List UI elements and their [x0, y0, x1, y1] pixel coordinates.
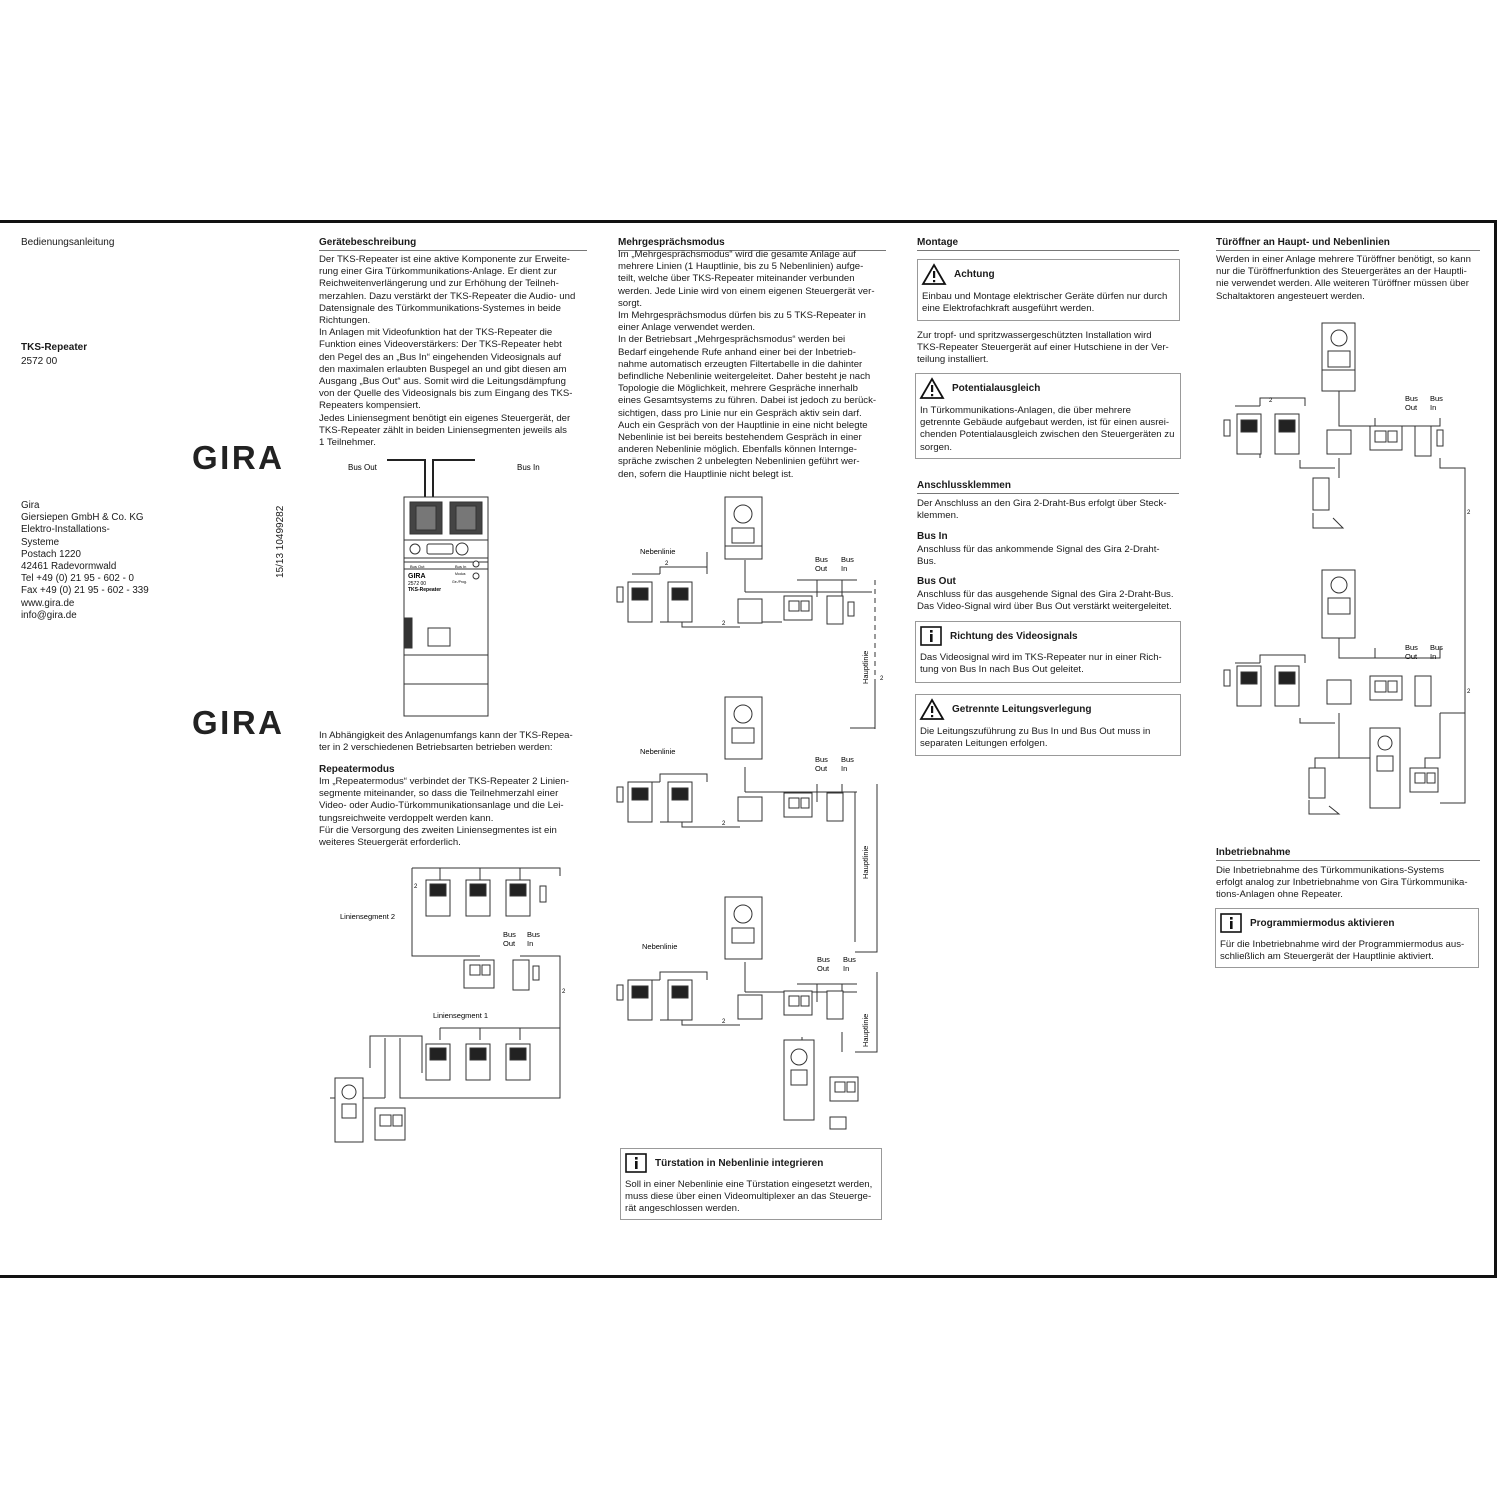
wire-count: 2: [722, 1019, 726, 1025]
bus-out-text: Anschluss für das ausgehende Signal des Gira 2-Draht-Bus. Das Video-Signal wird über Bus Out verstärkt weitergeleitet.: [917, 589, 1174, 613]
wire-count: 2: [562, 989, 566, 995]
warning-box-potentialausgleich: Potentialausgleich In Türkommunikations-Anlagen, die über mehrere getrennte Gebäude aufgebaut werden, ist für einen ausrei- chenden Potentialausgleich zwischen den Steuergeräten zu sorgen.: [915, 373, 1181, 459]
product-name: TKS-Repeater: [21, 342, 88, 353]
wire-count: 2: [722, 821, 726, 827]
liniensegment-2-label: Liniensegment 2: [340, 912, 396, 921]
face-bus-in-label: Bus In: [455, 564, 467, 569]
gira-logo-top: GIRA: [192, 439, 285, 476]
door-opener-diagram: [1215, 318, 1485, 828]
bus-in-cable-label: Bus In: [517, 463, 540, 472]
heading-repeatermodus: Repeatermodus: [319, 764, 395, 775]
bus-out-label: Bus Out: [1405, 394, 1418, 412]
heading-montage: Montage: [917, 237, 1179, 251]
product-number: 2572 00: [21, 356, 58, 367]
warning-icon: [922, 264, 946, 285]
warning-title: Getrennte Leitungsverlegung: [952, 704, 1092, 715]
repeater-mode-text: Im „Repeatermodus“ verbindet der TKS-Repeater 2 Linien- segmente miteinander, so dass die Teilnehmerzahl einer Video- oder Audio-Türkommunikationsanlage und die Lei- tungsreichweite verdoppelt werden kann. Für die Versorgung des zweiten Liniensegmentes ist ein weiteres Steuergerät erforderlich.: [319, 776, 569, 849]
face-prog-label: Ge./Prog.: [452, 580, 467, 584]
info-icon: [920, 626, 942, 646]
info-icon: [625, 1153, 647, 1173]
warning-title: Achtung: [954, 269, 995, 280]
hauptlinie-label: Hauptlinie: [861, 845, 870, 879]
wire-count: 2: [1467, 510, 1471, 516]
info-title: Richtung des Videosignals: [950, 630, 1078, 642]
commissioning-text: Die Inbetriebnahme des Türkommunikations-Systems erfolgt analog zur Inbetriebnahme von Gira Türkommunika- tions-Anlagen ohne Repeater.: [1216, 865, 1468, 901]
bus-in-label: Bus In: [1430, 643, 1443, 661]
warning-box-leitungsverlegung: Getrennte Leitungsverlegung Die Leitungszuführung zu Bus In und Bus Out muss in separaten Leitungen erfolgen.: [915, 694, 1181, 756]
repeater-mode-diagram: [330, 868, 580, 1150]
wire-count: 2: [1269, 398, 1273, 404]
heading-mehrgespraechsmodus: Mehrgesprächsmodus: [618, 237, 886, 251]
face-modus-label: Modus: [455, 572, 466, 576]
info-box-videosignal: Richtung des Videosignals Das Videosignal wird im TKS-Repeater nur in einer Rich- tung von Bus In nach Bus Out geleitet.: [915, 621, 1181, 683]
device-description: Der TKS-Repeater ist eine aktive Komponente zur Erweite- rung einer Gira Türkommunikations-Anlage. Er dient zur Reichweitenverlängerung und zur Erhöhung der Teilneh- merzahlen. Dazu verstärkt der TKS-Repeater die Audio- und Datensignale des Türkommunikations-Systemes in beide Richtungen. In Anlagen mit Videofunktion hat der TKS-Repeater die Funktion eines Videoverstärkers: Der TKS-Repeater hebt den Pegel des an „Bus In“ eingehenden Videosignals auf den maximalen erlaubten Buspegel an und gibt diesen am Ausgang „Bus Out“ aus. Somit wird die Leitungsdämpfung von der Quelle des Videosignals bis zum Eingang des TKS- Repeaters kompensiert. Jedes Liniensegment benötigt ein eigenes Steuergerät, der TKS-Repeater zählt in beiden Liniensegmenten jeweils als 1 Teilnehmer.: [319, 254, 576, 449]
tks-repeater-device-illustration: [330, 452, 540, 720]
manufacturer-address: Gira Giersiepen GmbH & Co. KG Elektro-Installations- Systeme Postach 1220 42461 Radevormwald Tel +49 (0) 21 95 - 602 - 0 Fax +49 (0) 21 95 - 602 - 339 www.gira.de info@gira.de: [21, 500, 149, 621]
bus-in-label: Bus In: [843, 955, 856, 973]
face-bus-out-label: Bus Out: [410, 564, 425, 569]
bus-in-label: Bus In: [841, 755, 854, 773]
info-box-title: Türstation in Nebenlinie integrieren: [655, 1157, 824, 1169]
bus-out-cable-label: Bus Out: [348, 463, 377, 472]
bus-out-label: Bus Out: [1405, 643, 1418, 661]
warning-title: Potentialausgleich: [952, 383, 1041, 394]
bus-out-label: Bus Out: [815, 555, 828, 573]
nebenlinie-label: Nebenlinie: [640, 747, 676, 756]
hauptlinie-label: Hauptlinie: [861, 650, 870, 684]
heading-bus-out: Bus Out: [917, 576, 956, 587]
mounting-text: Zur tropf- und spritzwassergeschützten Installation wird TKS-Repeater Steuergerät auf einer Hutschiene in der Ver- teilung installiert.: [917, 330, 1169, 366]
face-name-label: TKS-Repeater: [408, 587, 442, 593]
segment-bus-out-label: Bus Out: [503, 930, 516, 948]
bus-in-label: Bus In: [1430, 394, 1443, 412]
operating-modes-intro: In Abhängigkeit des Anlagenumfangs kann der TKS-Repea- ter in 2 verschiedenen Betriebsarten betrieben werden:: [319, 730, 573, 754]
bus-in-label: Bus In: [841, 555, 854, 573]
heading-geraetebeschreibung: Gerätebeschreibung: [319, 237, 587, 251]
segment-bus-in-label: Bus In: [527, 930, 540, 948]
face-number-label: 2572 00: [408, 581, 427, 587]
info-box-text: Soll in einer Nebenlinie eine Türstation eingesetzt werden, muss diese über einen Videomultiplexer an das Steuerge- rät angeschlossen werden.: [625, 1179, 873, 1215]
heading-tueroeffner: Türöffner an Haupt- und Nebenlinien: [1216, 237, 1480, 251]
bus-out-label: Bus Out: [817, 955, 830, 973]
hauptlinie-label: Hauptlinie: [861, 1013, 870, 1047]
info-title: Programmiermodus aktivieren: [1250, 917, 1395, 929]
nebenlinie-group: [617, 497, 872, 627]
warning-icon: [920, 699, 944, 720]
info-icon: [1220, 913, 1242, 933]
wire-count: 2: [880, 676, 884, 682]
multi-call-mode-text: Im „Mehrgesprächsmodus“ wird die gesamte Anlage auf mehrere Linien (1 Hauptlinie, bis zu 5 Nebenlinien) aufge- teilt, welche über TKS-Repeater miteinander verbunden werden. Jede Linie wird von einem eigenen Steuergerät ver- sorgt. Im Mehrgesprächsmodus dürfen bis zu 5 TKS-Repeater in einer Anlage verwendet werden. In der Betriebsart „Mehrgesprächsmodus“ werden bei Bedarf eingehende Rufe anhand einer bei der Inbetrieb- nahme automatisch erzeugten Filtertabelle in die dahinter befindliche Nebenlinie weitergeleitet. Daher besteht je nach Topologie die Möglichkeit, mehrere Gespräche innerhalb eines Gesamtsystems zu führen. Dabei ist jedoch zu berück- sichtigen, dass pro Linie nur ein Gespräch aktiv sein darf. Auch ein Gespräch von der Hauptlinie in eine nicht belegte Nebenlinie ist bei bereits bestehendem Gespräch in einer anderen Nebenlinie möglich. Ebenfalls können Interngе- spräche zwischen 2 unbelegten Nebenlinien geführt wer- den, sofern die Hauptlinie nicht belegt ist.: [618, 249, 877, 480]
wire-count: 2: [414, 884, 418, 890]
warning-box-achtung: Achtung Einbau und Montage elektrischer Geräte dürfen nur durch eine Elektrofachkraft ausgeführt werden.: [917, 259, 1180, 321]
gira-logo-bottom: GIRA: [192, 704, 285, 741]
warning-icon: [920, 378, 944, 399]
wire-count: 2: [665, 561, 669, 567]
heading-bus-in: Bus In: [917, 531, 948, 542]
nebenlinie-label: Nebenlinie: [642, 942, 678, 951]
document-code: 15/13 10499282: [275, 505, 286, 578]
document-type: Bedienungsanleitung: [21, 237, 115, 248]
info-box-tuerstation: [620, 1148, 882, 1220]
face-brand-label: GIRA: [408, 573, 426, 580]
door-opener-text: Werden in einer Anlage mehrere Türöffner benötigt, so kann nur die Türöffnerfunktion des Steuergerätes an der Hauptli- nie verwendet werden. Alle weiteren Türöffner müssen über Schaltaktoren angesteuert werden.: [1216, 254, 1471, 302]
bus-in-text: Anschluss für das ankommende Signal des Gira 2-Draht- Bus.: [917, 544, 1160, 568]
info-box-programmiermodus: Programmiermodus aktivieren Für die Inbetriebnahme wird der Programmiermodus aus- schließlich am Steuergerät der Hauptlinie aktiviert.: [1215, 908, 1479, 968]
bus-out-label: Bus Out: [815, 755, 828, 773]
multi-call-mode-diagram: [612, 492, 897, 1138]
heading-inbetriebnahme: Inbetriebnahme: [1216, 847, 1480, 861]
wire-count: 2: [722, 621, 726, 627]
liniensegment-1-label: Liniensegment 1: [433, 1011, 489, 1020]
nebenlinie-label: Nebenlinie: [640, 547, 676, 556]
terminals-text: Der Anschluss an den Gira 2-Draht-Bus erfolgt über Steck- klemmen.: [917, 498, 1167, 522]
heading-anschlussklemmen: Anschlussklemmen: [917, 480, 1179, 494]
wire-count: 2: [1467, 689, 1471, 695]
